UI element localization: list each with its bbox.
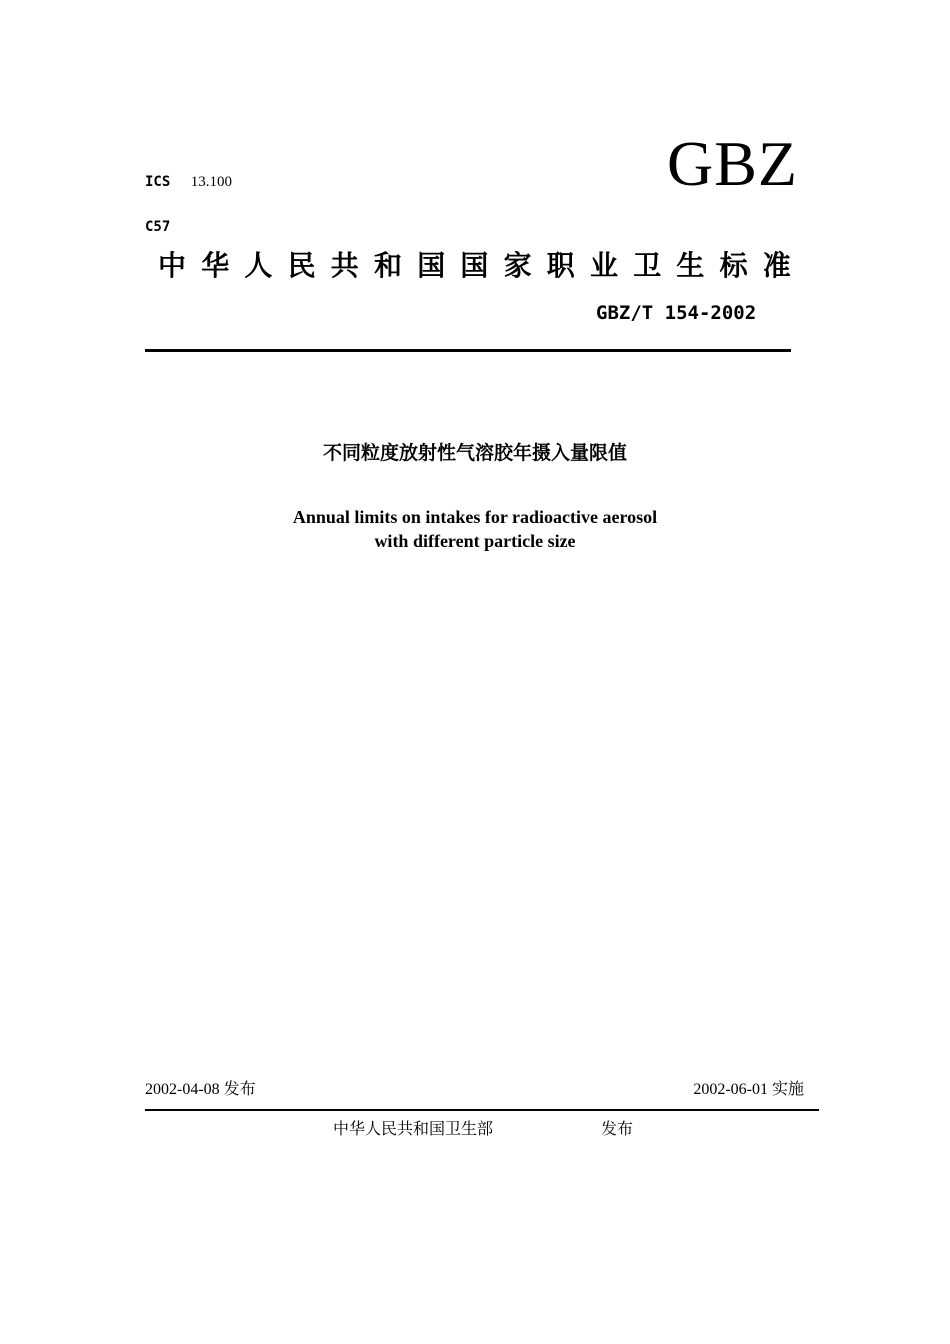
- gbz-logo: GBZ: [667, 128, 798, 199]
- national-standard-title: 中华人民共和国国家职业卫生标准: [158, 249, 807, 282]
- effective-date: 2002-06-01 实施: [693, 1081, 804, 1098]
- ics-classification: [145, 174, 232, 191]
- document-title-chinese: 不同粒度放射性气溶胶年摄入量限值: [322, 442, 627, 464]
- title-english-line-2: with different particle size: [374, 531, 576, 551]
- document-title-english: [0, 505, 950, 553]
- issuing-action: 发布: [601, 1119, 634, 1138]
- top-divider: [145, 349, 791, 352]
- title-english-line-1: Annual limits on intakes for radioactive aerosol: [292, 507, 658, 527]
- ccs-code: C57: [145, 219, 171, 235]
- ics-code: 13.100: [190, 174, 232, 190]
- bottom-divider: [145, 1109, 819, 1111]
- issue-date: 2002-04-08 发布: [145, 1081, 256, 1098]
- issuing-authority: 中华人民共和国卫生部: [333, 1119, 494, 1138]
- ics-label: ICS: [145, 174, 171, 190]
- standard-number: GBZ/T 154-2002: [596, 302, 757, 324]
